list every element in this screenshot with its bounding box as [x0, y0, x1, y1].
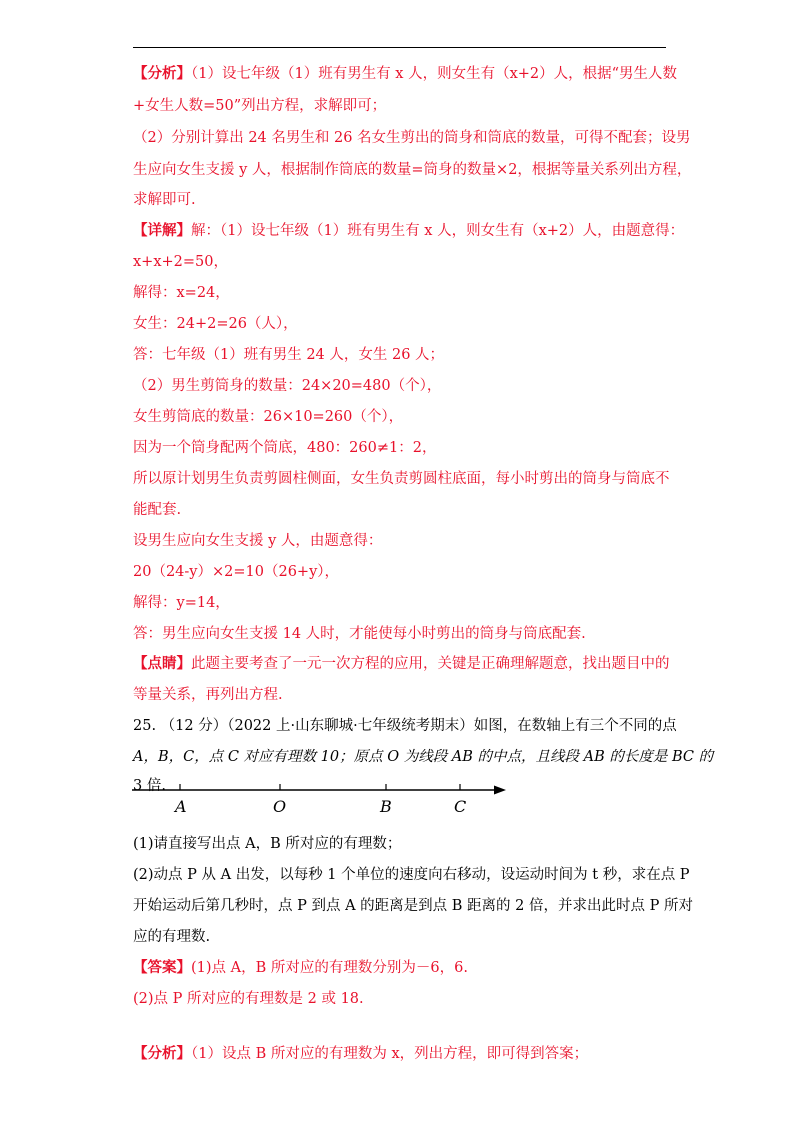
label-a: A: [175, 797, 187, 816]
answer-line-2: (2)点 P 所对应的有理数是 2 或 18.: [133, 991, 364, 1007]
detail-text: 解：（1）设七年级（1）班有男生有 x 人，则女生有（x+2）人，由题意得：: [191, 223, 685, 239]
detail-line: 答：男生应向女生支援 14 人时，才能使每小时剪出的筒身与筒底配套.: [133, 626, 586, 642]
number-line-figure: [128, 772, 518, 822]
detail-line: 解得：y=14，: [133, 595, 230, 611]
label-b: B: [380, 797, 392, 816]
analysis2-text: （1）设点 B 所对应的有理数为 x，列出方程，即可得到答案；: [191, 1046, 589, 1062]
detail-line: 答：七年级（1）班有男生 24 人，女生 26 人；: [133, 347, 445, 363]
subquestion-2-line-2: 开始运动后第几秒时，点 P 到点 A 的距离是到点 B 距离的 2 倍，并求出此时点 P 所对: [133, 898, 693, 914]
answer-tag: 【答案】: [133, 959, 191, 976]
detail-line-1: [133, 221, 685, 241]
analysis-line-4: 生应向女生支援 y 人，根据制作筒底的数量=筒身的数量×2，根据等量关系列出方程，: [133, 162, 692, 178]
detail-line: 能配套.: [133, 502, 182, 518]
detail-tag: 【详解】: [133, 222, 191, 239]
subquestion-1: (1)请直接写出点 A，B 所对应的有理数；: [133, 836, 402, 852]
number-line-arrow: [494, 786, 506, 795]
analysis-line-2: +女生人数=50”列出方程，求解即可；: [133, 98, 387, 114]
comment-text: 此题主要考查了一元一次方程的应用，关键是正确理解题意，找出题目中的: [191, 656, 670, 672]
analysis2-line-1: [133, 1044, 673, 1064]
analysis-line-3: （2）分别计算出 24 名男生和 26 名女生剪出的筒身和筒底的数量，可得不配套；设男: [133, 130, 691, 146]
comment-line-2: 等量关系，再列出方程.: [133, 687, 283, 703]
comment-tag: 【点睛】: [133, 655, 191, 672]
detail-line: 女生剪筒底的数量：26×10=260（个），: [133, 409, 404, 425]
subquestion-2-line-1: (2)动点 P 从 A 出发，以每秒 1 个单位的速度向右移动，设运动时间为 t 秒，求在点 P: [133, 867, 690, 883]
question-number: 25.: [133, 718, 157, 734]
detail-line: 设男生应向女生支援 y 人，由题意得：: [133, 533, 383, 549]
comment-line-1: [133, 654, 673, 674]
detail-line: （2）男生剪筒身的数量：24×20=480（个），: [133, 378, 442, 394]
analysis-text: （1）设七年级（1）班有男生有 x 人，则女生有（x+2）人，根据“男生人数: [191, 66, 678, 82]
analysis-tag: 【分析】: [133, 65, 191, 82]
analysis-line-5: 求解即可.: [133, 192, 196, 208]
detail-line: x+x+2=50，: [133, 254, 228, 270]
analysis2-tag: 【分析】: [133, 1045, 191, 1062]
analysis-line-1: [133, 64, 678, 84]
detail-line: 20（24-y）×2=10（26+y），: [133, 564, 340, 580]
detail-line: 所以原计划男生负责剪圆柱侧面，女生负责剪圆柱底面，每小时剪出的筒身与筒底不: [133, 471, 670, 487]
label-o: O: [273, 797, 287, 816]
question-line-3: 3 倍.: [133, 778, 166, 794]
label-c: C: [454, 797, 467, 816]
detail-line: 因为一个筒身配两个筒底，480：260≠1：2，: [133, 440, 437, 456]
answer-text: (1)点 A，B 所对应的有理数分别为－6，6.: [191, 960, 468, 976]
detail-line: 解得：x=24，: [133, 285, 230, 301]
answer-line-1: [133, 958, 673, 978]
question-line-2: A，B，C，点 C 对应有理数 10；原点 O 为线段 AB 的中点，且线段 AB 的长度是 BC 的: [133, 749, 714, 765]
question-meta: （12 分）（2022 上·山东聊城·七年级统考期末）如图，在数轴上有三个不同的点: [160, 718, 677, 734]
question-line-1: [133, 716, 677, 736]
header-rule: [133, 47, 666, 48]
detail-line: 女生：24+2=26（人），: [133, 316, 298, 332]
subquestion-2-line-3: 应的有理数.: [133, 929, 211, 945]
